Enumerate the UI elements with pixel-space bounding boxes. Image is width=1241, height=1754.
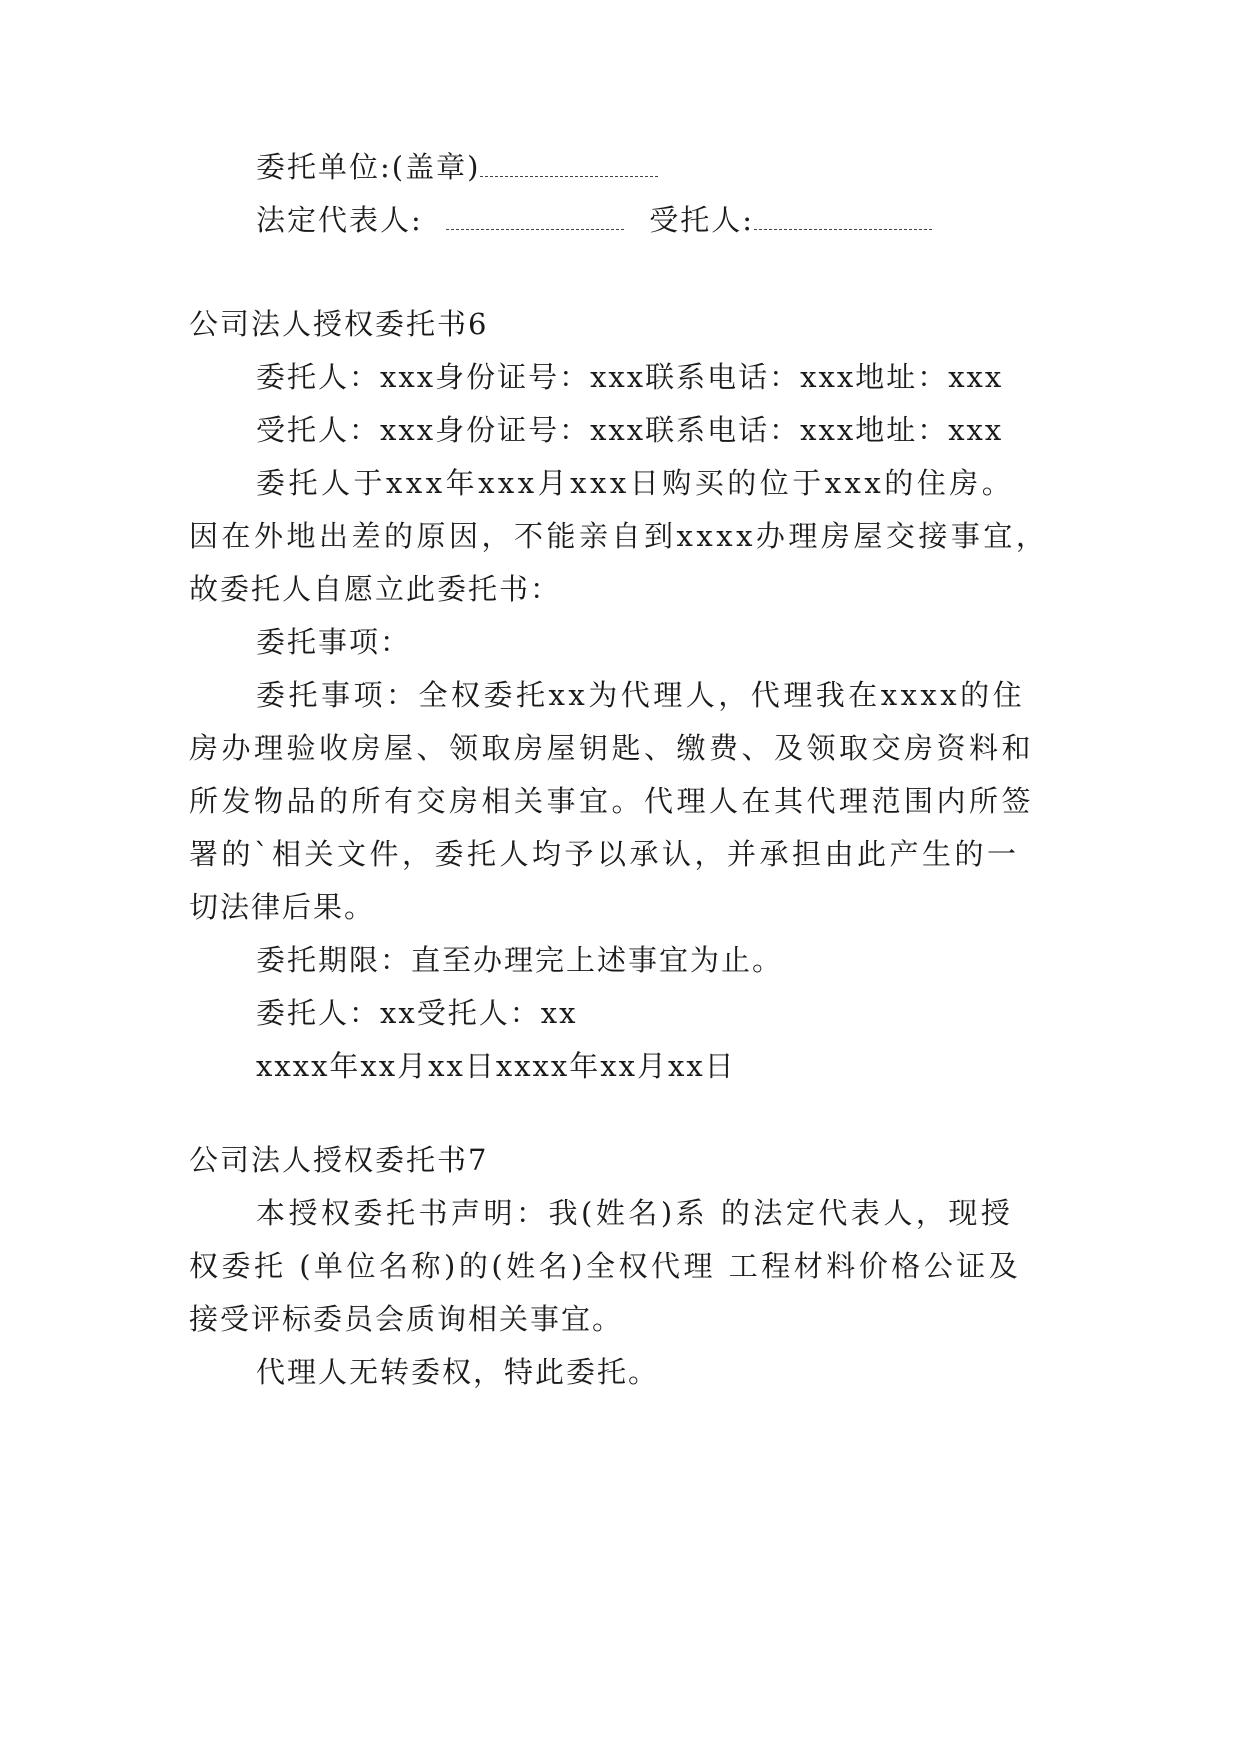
- section7-closing: 代理人无转委权，特此委托。: [256, 1355, 660, 1389]
- section7-title: 公司法人授权委托书7: [189, 1143, 489, 1177]
- section6-title: 公司法人授权委托书6: [189, 307, 489, 341]
- section6-para2-line: 署的`相关文件，委托人均予以承认，并承担由此产生的一: [189, 837, 1020, 871]
- section6-para1-line: 因在外地出差的原因，不能亲自到xxxx办理房屋交接事宜，: [189, 519, 1049, 553]
- section6-para2-line: 房办理验收房屋、领取房屋钥匙、缴费、及领取交房资料和: [189, 731, 1035, 765]
- legal-rep-label: 法定代表人:: [256, 203, 423, 237]
- section6-period: 委托期限：直至办理完上述事宜为止。: [256, 943, 784, 977]
- section6-para2-line: 委托事项：全权委托xx为代理人，代理我在xxxx的住: [256, 678, 1026, 712]
- section6-principal-line: 委托人：xxx身份证号：xxx联系电话：xxx地址：xxx: [256, 360, 1004, 394]
- section6-items-heading: 委托事项：: [256, 625, 412, 659]
- section7-para1-line: 权委托 (单位名称)的(姓名)全权代理 工程材料价格公证及: [189, 1249, 1022, 1283]
- trustee-blank: [754, 203, 932, 230]
- section6-para1-line: 委托人于xxx年xxx月xxx日购买的位于xxx的住房。: [256, 466, 1015, 500]
- unit-seal-label: 委托单位:(盖章): [256, 150, 481, 184]
- section7-para1-line: 本授权委托书声明：我(姓名)系 的法定代表人，现授: [256, 1196, 1014, 1230]
- unit-seal-blank: [480, 150, 658, 177]
- trustee-label: 受托人:: [649, 203, 754, 237]
- section6-para1-line: 故委托人自愿立此委托书：: [189, 572, 562, 606]
- legal-rep-line: [256, 200, 932, 240]
- unit-seal-line: [256, 147, 658, 187]
- section6-trustee-line: 受托人：xxx身份证号：xxx联系电话：xxx地址：xxx: [256, 413, 1004, 447]
- section7-para1-line: 接受评标委员会质询相关事宜。: [189, 1302, 624, 1336]
- legal-rep-blank: [446, 203, 624, 230]
- section6-dates: xxxx年xx月xx日xxxx年xx月xx日: [256, 1049, 736, 1083]
- section6-signers: 委托人：xx受托人：xx: [256, 996, 578, 1030]
- section6-para2-line: 切法律后果。: [189, 890, 376, 924]
- section6-para2-line: 所发物品的所有交房相关事宜。代理人在其代理范围内所签: [189, 784, 1035, 818]
